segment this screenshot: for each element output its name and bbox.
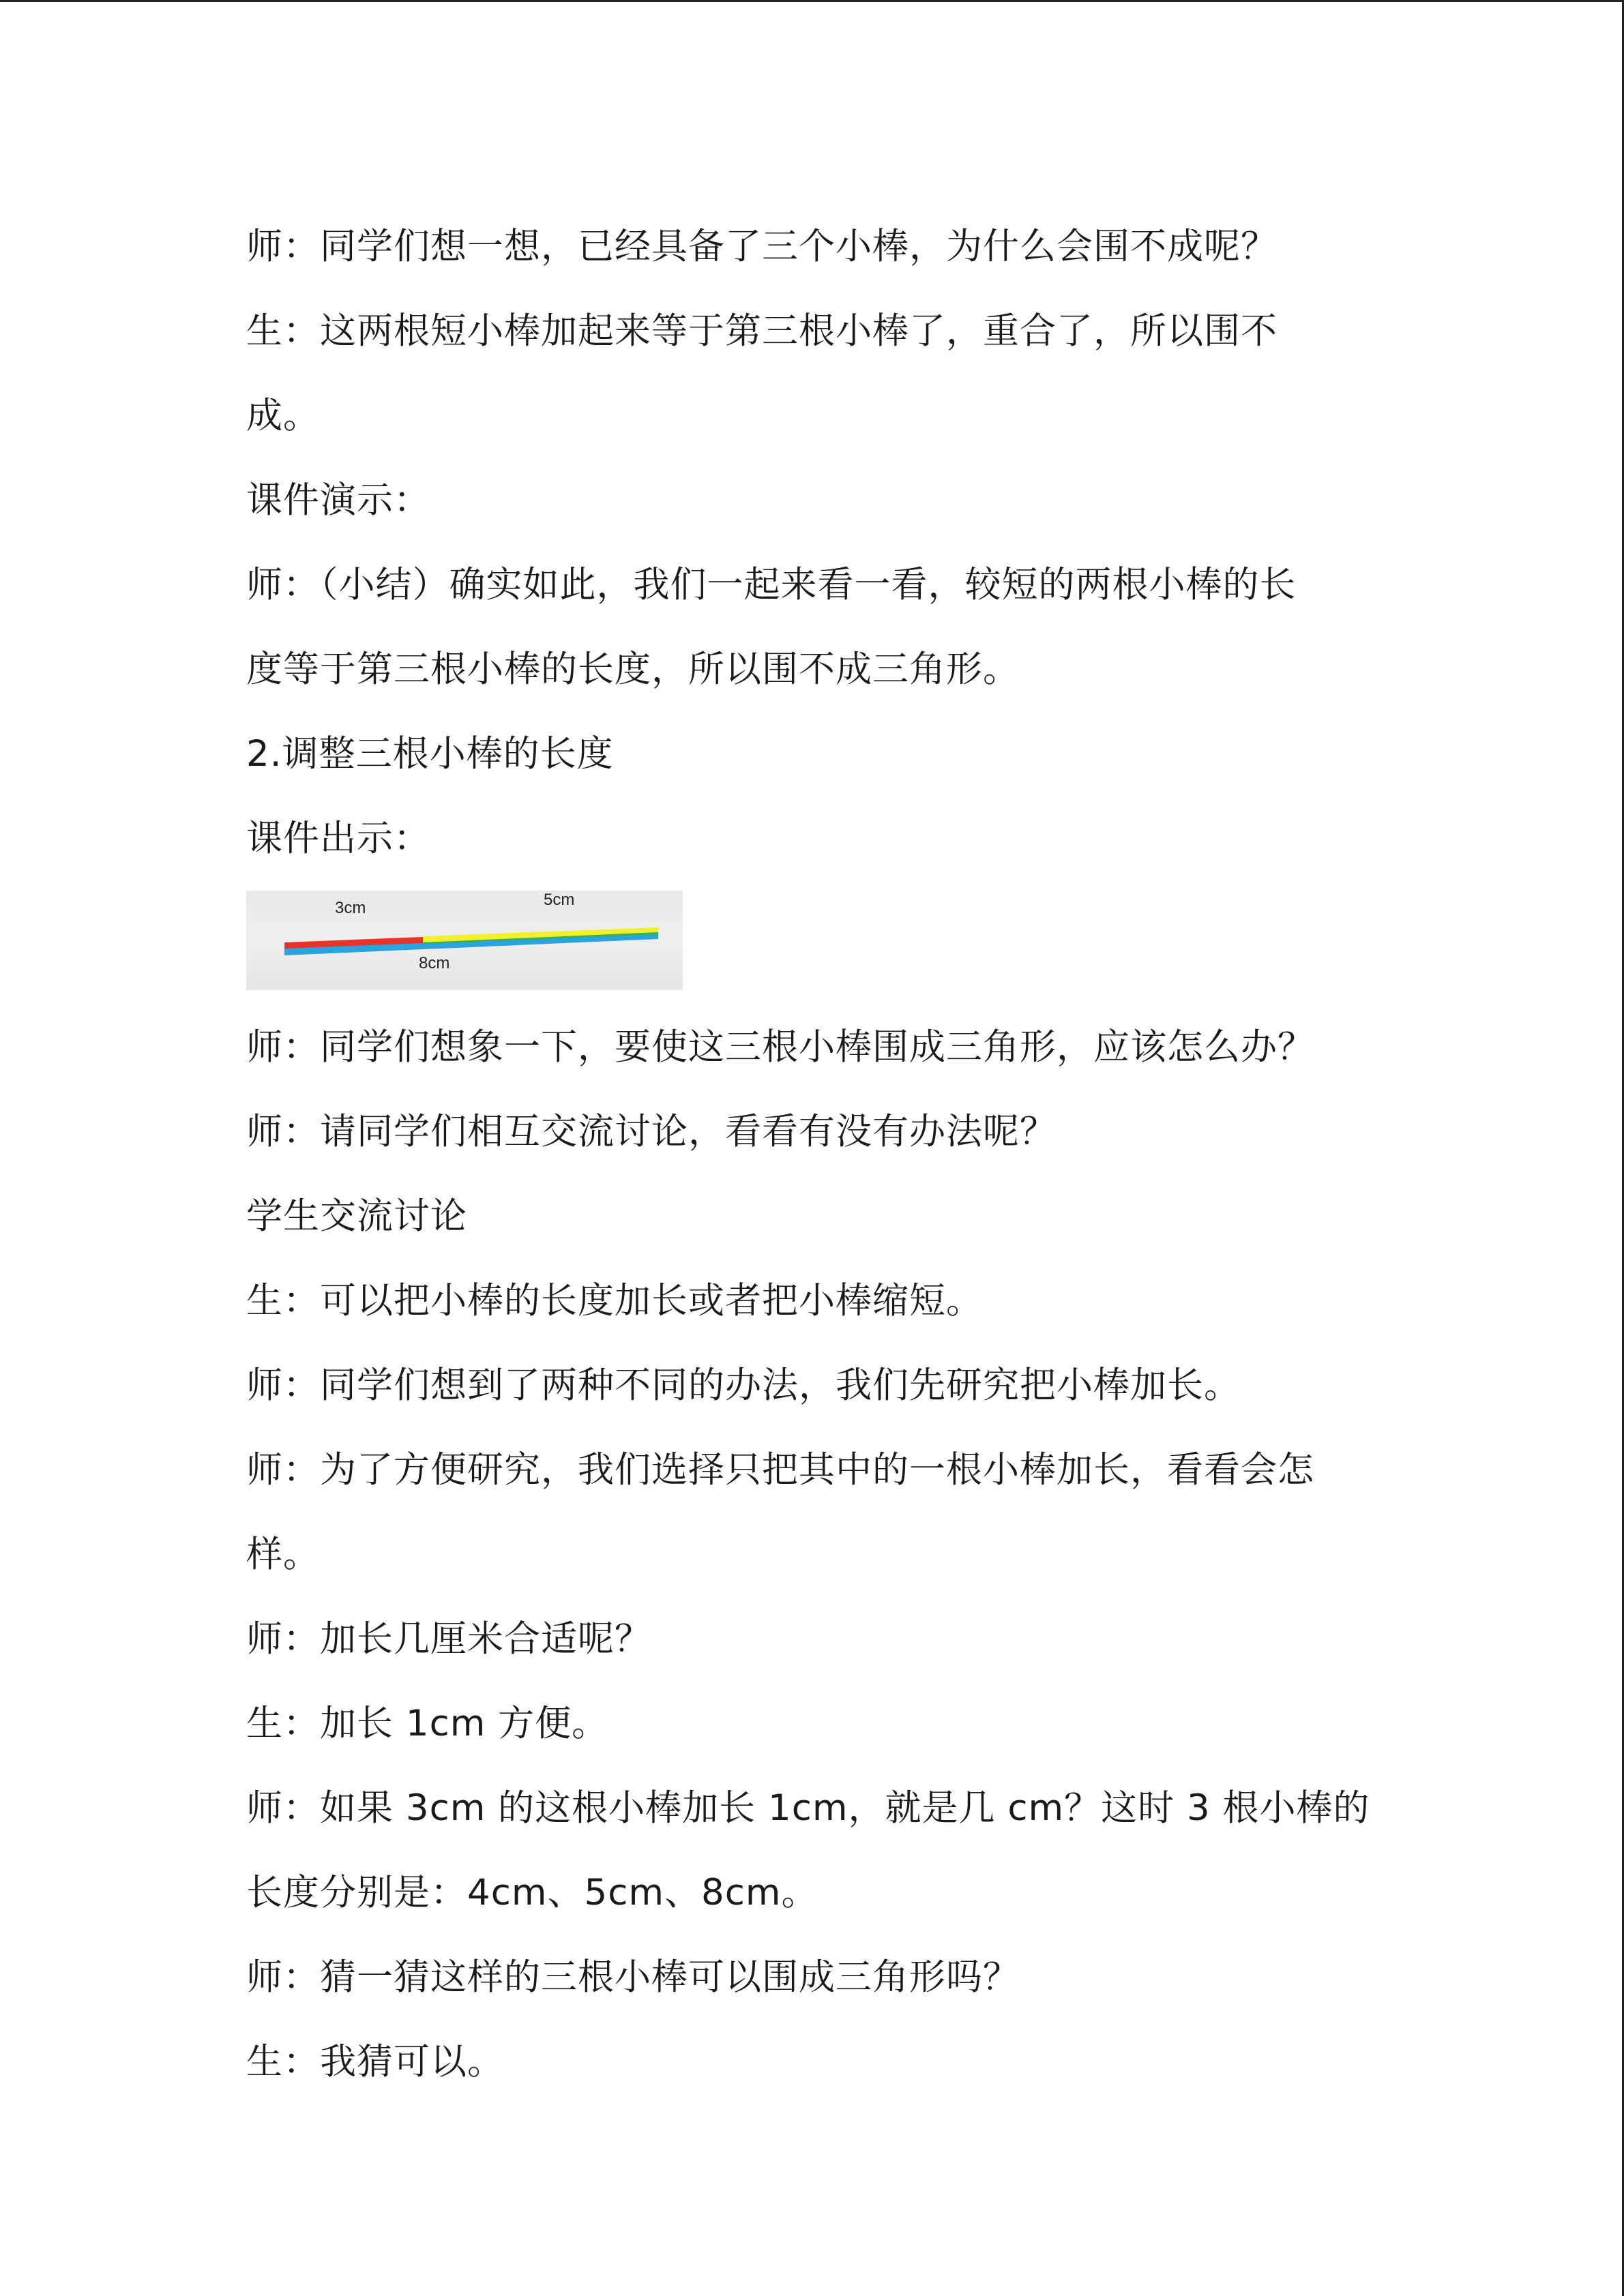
label-3cm: 3cm — [335, 899, 366, 917]
page-border-top — [0, 0, 1624, 2]
text-line: 成。 — [246, 395, 320, 436]
text-line: 生：加长 1cm 方便。 — [246, 1703, 609, 1744]
text-line: 师：（小结）确实如此，我们一起来看一看，较短的两根小棒的长 — [246, 564, 1297, 606]
text-line: 师：请同学们相互交流讨论，看看有没有办法呢？ — [246, 1111, 1057, 1152]
text-line: 度等于第三根小棒的长度，所以围不成三角形。 — [246, 648, 1020, 690]
label-5cm: 5cm — [544, 891, 575, 909]
text-line: 师：同学们想一想，已经具备了三个小棒，为什么会围不成呢？ — [246, 226, 1278, 267]
text-line: 生：这两根短小棒加起来等于第三根小棒了，重合了，所以围不 — [246, 310, 1278, 352]
sticks-svg — [246, 891, 683, 990]
text-line: 课件演示： — [246, 479, 430, 521]
text-line: 师：如果 3cm 的这根小棒加长 1cm，就是几 cm？这时 3 根小棒的 — [246, 1787, 1370, 1829]
text-line: 课件出示： — [246, 818, 430, 859]
document-body — [246, 205, 1372, 2104]
text-line: 长度分别是：4cm、5cm、8cm。 — [246, 1872, 818, 1913]
text-line: 样。 — [246, 1534, 320, 1575]
text-line: 师：猜一猜这样的三根小棒可以围成三角形吗？ — [246, 1956, 1020, 1998]
text-line: 师：为了方便研究，我们选择只把其中的一根小棒加长，看看会怎 — [246, 1449, 1314, 1491]
text-line: 师：加长几厘米合适呢？ — [246, 1618, 651, 1660]
section-heading: 2.调整三根小棒的长度 — [246, 733, 614, 775]
label-8cm: 8cm — [419, 954, 450, 972]
text-line: 学生交流讨论 — [246, 1195, 467, 1237]
text-line: 师：同学们想到了两种不同的办法，我们先研究把小棒加长。 — [246, 1365, 1241, 1406]
text-line: 生：可以把小棒的长度加长或者把小棒缩短。 — [246, 1280, 983, 1322]
sticks-figure — [246, 891, 683, 990]
text-line: 师：同学们想象一下，要使这三根小棒围成三角形，应该怎么办？ — [246, 1026, 1314, 1068]
text-line: 生：我猜可以。 — [246, 2041, 504, 2083]
